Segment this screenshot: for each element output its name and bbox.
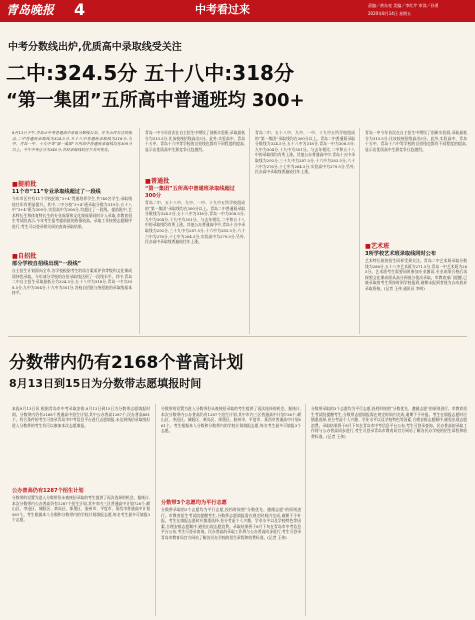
- editors: 责编／黄东亮 美编／李红芹 审读／孙勇: [368, 3, 439, 8]
- section-heading-art: ■艺术班: [365, 243, 390, 250]
- second-headline: 分数带内仍有2168个普高计划: [9, 353, 244, 373]
- story2-subheading-parallel: 分数带3个志愿均为平行志愿: [161, 500, 227, 506]
- main-headline: 二中:324.5分 五十八中:318分: [6, 61, 294, 85]
- section-body-general-end: 青岛一中今年首次在自主招生中增设了创新实验班,录取最低分为313.5分,比该校统招线高出5分。此外,实验高中、青岛十五中、青岛十六中等学校的自招线也都有不同程度的提高,显示出优质高中生源竞争日趋激烈。: [365, 130, 467, 152]
- section-subheading-art: 3所学校艺术班录取线同时公布: [365, 251, 437, 257]
- story2-body-public-cont: 分数带的设置为进入分数带但未被统招录取的考生提供了再次选择的机会。据统计,本次分数带内公办普高仍有1287个招生计划,其中市内三区普通高中计划726个,崂山区、李沧区、城阳区、黄岛区、即墨区、胶州市、平度市、莱西市普通高中计划561个。考生根据本人分数和分数带内的学校计划填报志愿,每名考生最多可填报3个志愿。: [161, 406, 301, 434]
- story2-column-1: [12, 406, 150, 614]
- story2-body-parallel-cont: 分数带录取的3个志愿均为平行志愿,投档时按照“分数优先、遵循志愿”的原则进行。市教育招生考试院提醒考生,分数带志愿填报需在规定时间内完成,逾期不予补报。考生在填报志愿时应慎重选择,充分考虑个人兴趣、学业水平以及学校特色等因素,合理安排志愿顺序,避免出现志愿浪费。录取结果将于8月下旬在青岛市中考信息平台公布,考生可登录查询。民办普高的录取工作将与公办普高同步进行,考生可登录青岛市教育局官方网站了解各民办学校的招生章程和收费标准。(记者 王伟): [311, 406, 467, 439]
- column-3: [255, 130, 355, 332]
- sub-headline: “第一集团”五所高中普通班均 300+: [6, 90, 305, 111]
- section-body-general-cont: 青岛二中、五十八中、九中、一中、十九中五所学校组成的“第一集团”录取线均在300分以上。青岛二中普通班录取分数线为324.5分,五十八中为318分,青岛一中为308.5分,九中为304分,十九中为301分。与去年相比,二中和五十八中的录取线均有所上涨。其他公办普通高中中,青岛十五中录取线为292分,三十九中为287.5分,十六中为283.5分,六十六中为276分,十七中为264.5分,实验高中为279.5分,另外,民办高中录取线普遍较往年上涨。: [255, 130, 355, 175]
- section-body-art: 艺术特长班的招生同样受到关注。青岛二中艺术班录取分数线为288分,五十八中艺术班为271.5分,青岛一中艺术班为265分。艺术班考生需要同时参加专业测试,专业成绩合格后再按照文化课成绩从高分到低分依次录取。市教育部门提醒,已被录取的考生须按时到学校报到,逾期未报到者视为自动放弃录取资格。(记者 王伟 通讯员 李明): [365, 258, 467, 291]
- section-heading-general: ■普通批: [145, 178, 170, 185]
- section-subheading-general: “第一集团”五所高中普通班录取线超过300分: [145, 186, 235, 199]
- lead-paragraph: 8月13日下午,青岛市中考普通高中录取分数线公布。作为市民关注的焦点,二中普通班录取线为324.5分,五十八中普通班录取线为318分,九中、青岛一中、十九中等“第一集团”五所高中普通班录取线均在300分以上。今年中考总分为340分,各校录取线较往年有所变化。: [12, 130, 132, 152]
- story2-body-public: 分数带的设置为进入分数带但未被统招录取的考生提供了再次选择的机会。据统计,本次分数带内公办普高仍有1287个招生计划,其中市内三区普通高中计划726个,崂山区、李沧区、城阳区、黄岛区、即墨区、胶州市、平度市、莱西市普通高中计划561个。考生根据本人分数和分数带内的学校计划填报志愿,每名考生最多可填报3个志愿。: [12, 495, 150, 523]
- paper-name: 青岛晚报: [6, 3, 55, 17]
- date: 2020年8月14日 星期五: [368, 11, 412, 16]
- second-subheadline: 8月13日到15日为分数带志愿填报时间: [9, 377, 202, 390]
- story2-body-parallel: 分数带录取的3个志愿均为平行志愿,投档时按照“分数优先、遵循志愿”的原则进行。市教育招生考试院提醒考生,分数带志愿填报需在规定时间内完成,逾期不予补报。考生在填报志愿时应慎重选择,充分考虑个人兴趣、学业水平以及学校特色等因素,合理安排志愿顺序,避免出现志愿浪费。录取结果将于8月下旬在青岛市中考信息平台公布,考生可登录查询。民办普高的录取工作将与公办普高同步进行,考生可登录青岛市教育局官方网站了解各民办学校的招生章程和收费标准。(记者 王伟): [161, 507, 301, 540]
- section-heading-self: ■自招批: [12, 253, 37, 260]
- column-1: [12, 130, 132, 332]
- story2-lead: 本报8月13日讯 根据青岛市中考录取安排,8月13日到15日为分数带志愿填报时间。分数带内仍有2168个普通高中招生计划,其中公办普高1287个,民办普高881个。符合条件的考生可登录青岛市中考信息平台进行志愿填报,未达到统招录取线但进入分数带的考生均可以参加本次志愿填报。: [12, 406, 150, 428]
- story2-column-3: [311, 406, 467, 614]
- kicker: 中考分数线出炉,优质高中录取线受关注: [8, 42, 182, 53]
- divider: [8, 336, 467, 337]
- page-number: 4: [74, 0, 86, 19]
- column-2: [145, 130, 245, 332]
- column-4: [365, 130, 467, 332]
- section-heading-early: ■提前批: [12, 181, 37, 188]
- section-title: 中考看过来: [195, 3, 250, 16]
- section-body-self-cont: 青岛一中今年首次在自主招生中增设了创新实验班,录取最低分为313.5分,比该校统招线高出5分。此外,实验高中、青岛十五中、青岛十六中等学校的自招线也都有不同程度的提高,显示出优质高中生源竞争日趋激烈。: [145, 130, 245, 152]
- section-subheading-early: 11个市“11”专业录取线超过了一段线: [12, 189, 101, 195]
- section-subheading-self: 部分学校自招线出现“一段线”: [12, 261, 82, 267]
- section-body-early: 今年市区共有11个学校招收“3+4”贯通培养学生,共740名学生,录取线较往年有明显提升。其中,二中分校“3+4”班录取分数为319分,五十八中“3+4”班为309分,实验高中为306分,均超过了一段线。提前批中,艺术特长生和体育特长生的专业成绩和文化课成绩同时计入录取,市教育招生考试院表示,今年考生报考提前批的热情较高。录取工作按照志愿顺序进行,考生可以登录相关网站查询录取结果。: [12, 196, 132, 229]
- story2-subheading-public: 公办普高仍有1287个招生计划: [12, 488, 84, 494]
- section-body-general: 青岛二中、五十八中、九中、一中、十九中五所学校组成的“第一集团”录取线均在300分以上。青岛二中普通班录取分数线为324.5分,五十八中为318分,青岛一中为308.5分,九中为304分,十九中为301分。与去年相比,二中和五十八中的录取线均有所上涨。其他公办普通高中中,青岛十五中录取线为292分,三十九中为287.5分,十六中为283.5分,六十六中为276分,十七中为264.5分,实验高中为279.5分,另外,民办高中录取线普遍较往年上涨。: [145, 200, 245, 245]
- masthead: [0, 0, 475, 22]
- section-body-self: 自主招生计划面向全市,各学校根据考生的综合素质评价等级和文化课成绩择优录取。今年部分学校的自招录取线达到了一段线水平。其中,青岛二中自主招生录取最低分为324.5分,五十八中为318分,青岛一中为308.5分,九中为304分,十九中为301分,各校自招批与统招批的录取线基本持平。: [12, 268, 132, 296]
- story2-column-2: [161, 406, 301, 614]
